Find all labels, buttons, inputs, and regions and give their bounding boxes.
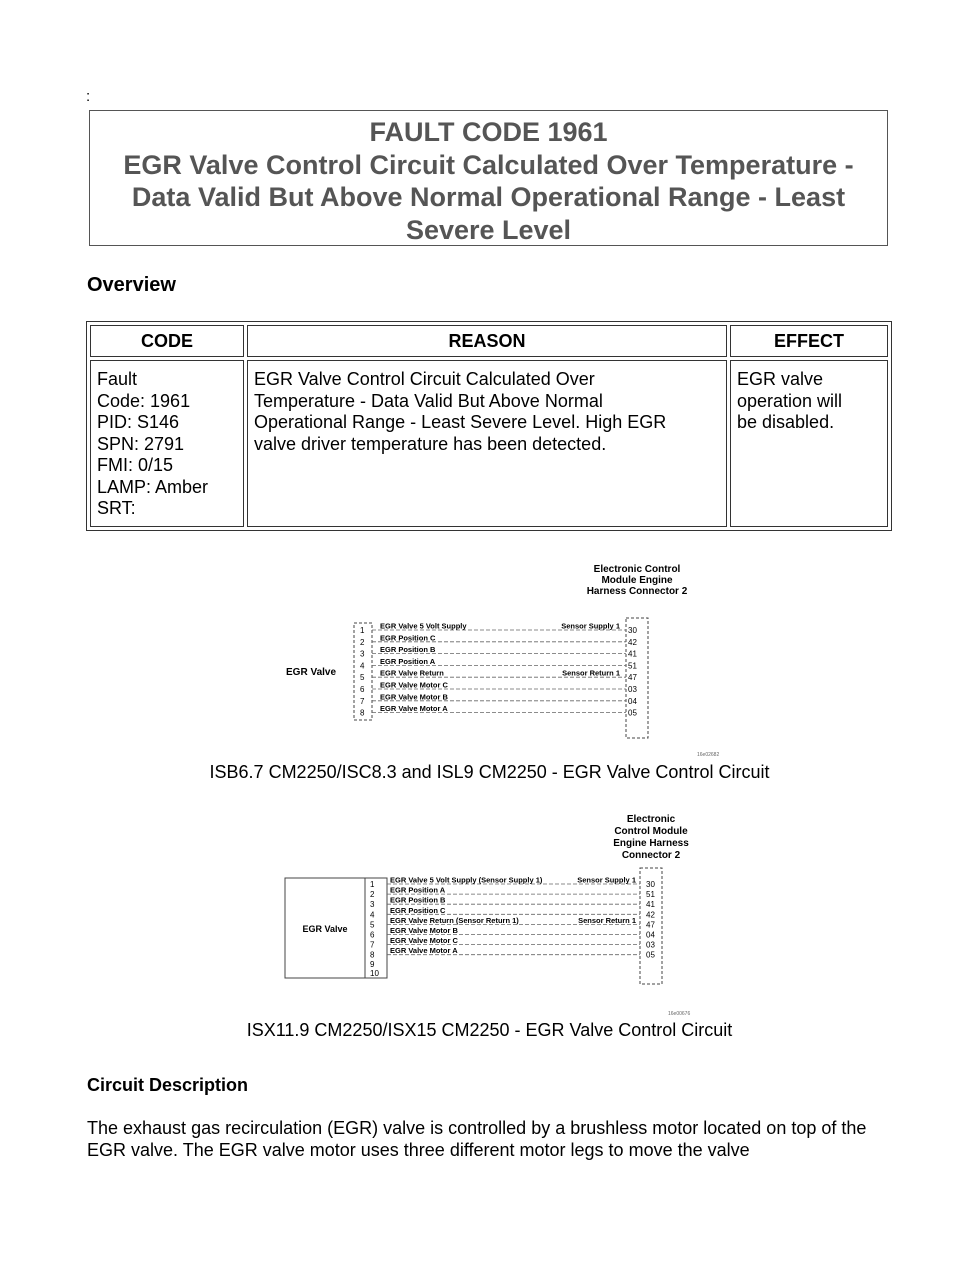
ecm-pin-number: 51 [646, 890, 655, 900]
wire-label: EGR Valve Motor C [390, 936, 458, 946]
ecm-title-line: Harness Connector 2 [586, 586, 688, 597]
pin-number: 7 [360, 696, 365, 706]
wire-label: EGR Position A [380, 656, 436, 666]
fault-title-line-1: EGR Valve Control Circuit Calculated Over Temperature - [123, 149, 854, 180]
wire-label: EGR Valve Motor B [380, 692, 448, 702]
ecm-pin-number: 30 [628, 626, 637, 635]
pin-number: 6 [370, 930, 375, 940]
wire-label: EGR Position A [390, 885, 446, 895]
pin-number: 8 [360, 708, 365, 718]
wire-right-label: Sensor Return 1 [562, 668, 620, 678]
pin-number: 4 [360, 661, 365, 671]
pin-number: 2 [370, 890, 375, 900]
ecm-title-line: Control Module [614, 826, 688, 837]
wire-label: EGR Valve Motor A [380, 704, 448, 714]
egr-valve-label: EGR Valve [302, 924, 348, 934]
ecm-pin-number: 47 [628, 673, 637, 683]
ecm-pin-number: 42 [628, 637, 637, 647]
pin-number: 7 [370, 940, 375, 950]
pin-number: 5 [370, 920, 375, 930]
ecm-connector-title [587, 564, 688, 597]
code-cell: Fault Code: 1961 PID: S146 SPN: 2791 FMI: 0/15 LAMP: Amber SRT: [90, 360, 244, 527]
fault-code-title-box [89, 110, 888, 246]
pin-number: 5 [360, 673, 365, 683]
circuit-description-heading: Circuit Description [87, 1075, 249, 1095]
fault-title-line-2: Data Valid But Above Normal Operational Range - Least [131, 182, 846, 212]
fault-title-line-3: Severe Level [405, 214, 572, 245]
egr-circuit-diagram-2 [282, 808, 712, 1020]
wire-label: EGR Position C [380, 633, 436, 643]
effect-cell: EGR valve operation will be disabled. [730, 360, 888, 527]
wire-right-label: Sensor Return 1 [578, 915, 636, 925]
ecm-connector-title [613, 814, 689, 861]
page-colon: : [86, 88, 91, 105]
ecm-pin-number: 03 [646, 940, 655, 950]
circuit-description-paragraph: The exhaust gas recirculation (EGR) valve is controlled by a brushless motor located on top of the EGR valve. The EGR valve motor uses three different motor legs to move the valve [87, 1118, 867, 1160]
diagram-2-caption: ISX11.9 CM2250/ISX15 CM2250 - EGR Valve Control Circuit [246, 1020, 733, 1040]
overview-heading: Overview [87, 274, 176, 296]
wire-label: EGR Position B [390, 895, 446, 905]
ecm-pin-number: 04 [646, 930, 655, 940]
pin-number: 4 [370, 910, 375, 920]
ecm-title-line: Electronic [626, 814, 676, 825]
ecm-pin-number: 04 [628, 696, 637, 706]
wire-right-label: Sensor Supply 1 [577, 875, 636, 885]
ecm-pin-number: 41 [646, 900, 655, 910]
header-effect: EFFECT [730, 325, 888, 357]
ecm-title-line: Connector 2 [621, 850, 681, 861]
pin-number: 8 [370, 950, 375, 960]
ecm-pin-number: 05 [646, 950, 655, 960]
overview-table [86, 321, 892, 531]
pin-number: 6 [360, 685, 365, 694]
diagram-ref-code: 16e00676 [668, 1011, 691, 1017]
pin-number: 9 [370, 960, 375, 969]
pin-number: 10 [370, 969, 379, 978]
egr-valve-label: EGR Valve [286, 667, 337, 678]
wire-label: EGR Valve Motor A [390, 946, 458, 956]
wire-label: EGR Valve Return [380, 668, 444, 678]
diagram-ref-code: 16e02682 [697, 752, 720, 758]
reason-cell: EGR Valve Control Circuit Calculated Over Temperature - Data Valid But Above Normal Operational Range - Least Severe Level. High EGR valve driver temperature has been detected. [247, 360, 727, 527]
pin-number: 3 [360, 649, 365, 659]
wire-label: EGR Valve 5 Volt Supply [380, 621, 467, 631]
pin-number: 1 [370, 880, 375, 889]
ecm-pin-number: 47 [646, 920, 655, 930]
wire-label: EGR Position C [390, 905, 446, 915]
pin-number: 2 [360, 637, 365, 647]
wire-label: EGR Valve Return (Sensor Return 1) [390, 915, 519, 925]
ecm-pin-number: 30 [646, 880, 655, 889]
pin-number: 3 [370, 900, 375, 910]
wire-label: EGR Valve 5 Volt Supply (Sensor Supply 1) [390, 875, 543, 885]
wire-right-label: Sensor Supply 1 [561, 621, 620, 631]
wire-label: EGR Position B [380, 645, 436, 655]
header-code: CODE [90, 325, 244, 357]
fault-code-title: FAULT CODE 1961 [369, 117, 608, 147]
table-header-row [90, 325, 888, 357]
ecm-pin-number: 42 [646, 910, 655, 920]
valve-connector [365, 878, 387, 978]
ecm-pin-number: 51 [628, 661, 637, 671]
diagram-1-caption: ISB6.7 CM2250/ISC8.3 and ISL9 CM2250 - EGR Valve Control Circuit [209, 762, 770, 782]
ecm-pin-number: 05 [628, 708, 637, 718]
ecm-pin-number: 41 [628, 649, 637, 659]
wire-label: EGR Valve Motor C [380, 680, 448, 690]
table-row [90, 360, 888, 527]
header-reason: REASON [247, 325, 727, 357]
ecm-title-line: Module Engine [601, 575, 673, 586]
pin-number: 1 [360, 626, 365, 635]
ecm-title-line: Electronic Control [593, 564, 681, 575]
ecm-pin-number: 03 [628, 685, 637, 694]
egr-circuit-diagram-1 [270, 556, 720, 762]
ecm-title-line: Engine Harness [613, 838, 689, 849]
wire-label: EGR Valve Motor B [390, 926, 458, 935]
